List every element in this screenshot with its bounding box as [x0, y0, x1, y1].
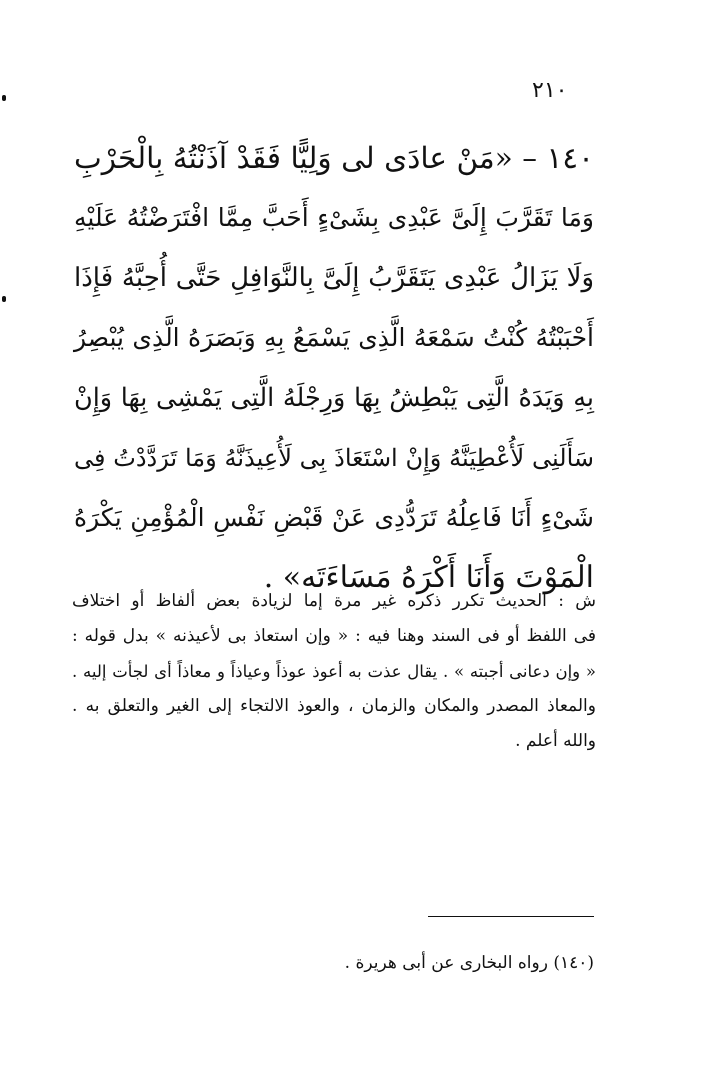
hadith-text	[74, 128, 594, 608]
commentary-line: « وإن دعانى أجبته » . يقال عذت به أعوذ عوذاً وعياذاً و معاذاً أى لجأت إليه .	[72, 662, 596, 681]
hadith-line: شَىْءٍ أَنَا فَاعِلُهُ تَرَدُّدِى عَنْ قَبْضِ نَفْسِ الْمُؤْمِنِ يَكْرَهُ	[74, 503, 594, 532]
footnote: (١٤٠) رواه البخارى عن أبى هريرة .	[344, 953, 594, 973]
margin-mark-middle	[2, 296, 6, 302]
hadith-line: وَمَا تَقَرَّبَ إِلَىَّ عَبْدِى بِشَىْءٍ أَحَبَّ مِمَّا افْتَرَضْتُهُ عَلَيْهِ	[74, 203, 594, 232]
hadith-line: بِهِ وَيَدَهُ الَّتِى يَبْطِشُ بِهَا وَرِجْلَهُ الَّتِى يَمْشِى بِهَا وَإِنْ	[74, 383, 594, 413]
margin-mark-top	[2, 95, 6, 101]
hadith-line: ١٤٠ – «مَنْ عادَى لى وَلِيًّا فَقَدْ آذَنْتُهُ بِالْحَرْبِ	[74, 141, 594, 175]
hadith-line: وَلَا يَزَالُ عَبْدِى يَتَقَرَّبُ إِلَىَّ بِالنَّوَافِلِ حَتَّى أُحِبَّهُ فَإِذَا	[74, 263, 594, 293]
commentary-text	[72, 584, 596, 759]
hadith-line: أَحْبَبْتُهُ كُنْتُ سَمْعَهُ الَّذِى يَسْمَعُ بِهِ وَبَصَرَهُ الَّذِى يُبْصِرُ	[74, 323, 594, 352]
commentary-line: فى اللفظ أو فى السند وهنا فيه : « وإن استعاذ بى لأعيذنه » بدل قوله :	[72, 626, 596, 646]
hadith-line: سَأَلَنِى لَأُعْطِيَنَّهُ وَإِنْ اسْتَعَاذَ بِى لَأُعِيذَنَّهُ وَمَا تَرَدَّدْتُ فِى	[74, 444, 594, 472]
hadith-line: الْمَوْتَ وَأَنَا أَكْرَهُ مَسَاءَتَه» .	[263, 560, 594, 595]
commentary-line: والمعاذ المصدر والمكان والزمان ، والعوذ الالتجاء إلى الغير والتعلق به .	[72, 696, 596, 716]
page-number: ٢١٠	[532, 78, 568, 103]
footnote-divider	[428, 916, 594, 917]
commentary-line: والله أعلم .	[515, 731, 596, 751]
commentary-line: ش : الحديث تكرر ذكره غير مرة إما لزيادة بعض ألفاظ أو اختلاف	[72, 591, 596, 611]
